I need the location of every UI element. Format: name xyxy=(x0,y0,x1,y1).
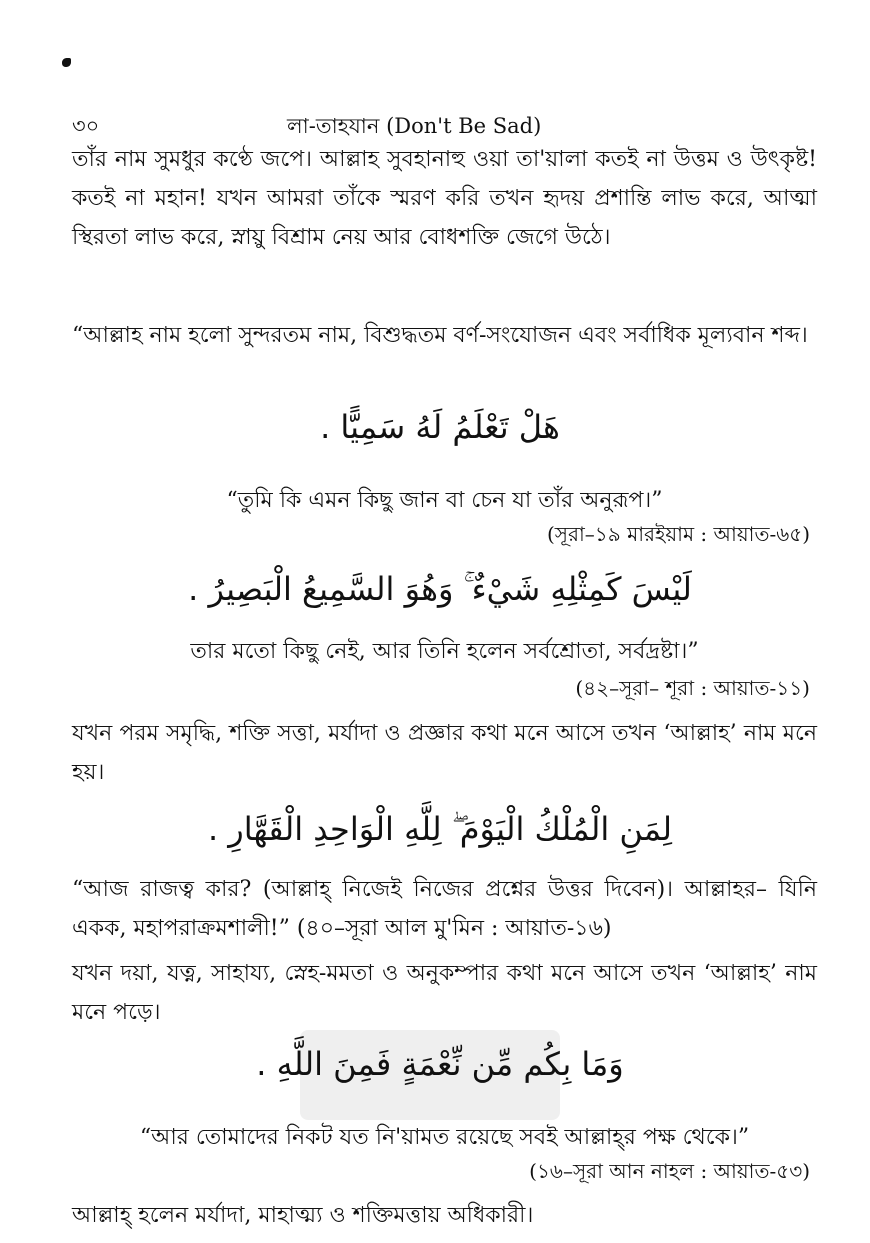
paragraph-kingdom: “আজ রাজত্ব কার? (আল্লাহ্ নিজেই নিজের প্রশ্নের উত্তর দিবেন)। আল্লাহর– যিনি একক, মহাপরাক্রমশালী!” (৪০–সূরা আল মু'মিন : আয়াত-১৬) xyxy=(72,877,817,941)
page-number: ৩০ xyxy=(72,114,100,138)
page-header xyxy=(72,110,812,140)
paragraph-closing: আল্লাহ্ হলেন মর্যাদা, মাহাত্ম্য ও শক্তিমত্তায় অধিকারী। xyxy=(72,1203,534,1228)
verse-4-reference: (১৬–সূরা আন নাহল : আয়াত-৫৩) xyxy=(529,1159,810,1183)
ink-spot xyxy=(62,58,71,67)
arabic-verse-1: هَلْ تَعْلَمُ لَهُ سَمِيًّا . xyxy=(320,408,560,446)
verse-1-translation: “তুমি কি এমন কিছু জান বা চেন যা তাঁর অনুরূপ।” xyxy=(226,488,663,513)
paragraph-intro: তাঁর নাম সুমধুর কণ্ঠে জপে। আল্লাহ সুবহানাহু ওয়া তা'য়ালা কতই না উত্তম ও উৎকৃষ্ট! কতই না মহান! যখন আমরা তাঁকে স্মরণ করি তখন হৃদয় প্রশান্তি লাভ করে, আত্মা স্থিরতা লাভ করে, স্নায়ু বিশ্রাম নেয় আর বোধশক্তি জেগে উঠে। xyxy=(72,147,817,250)
verse-1-reference: (সূরা–১৯ মারইয়াম : আয়াত-৬৫) xyxy=(546,522,810,546)
paragraph-majesty: যখন পরম সমৃদ্ধি, শক্তি সত্তা, মর্যাদা ও প্রজ্ঞার কথা মনে আসে তখন ‘আল্লাহ’ নাম মনে হয়। xyxy=(72,721,817,785)
verse-4-translation: “আর তোমাদের নিকট যত নি'য়ামত রয়েছে সবই আল্লাহ্‌র পক্ষ থেকে।” xyxy=(139,1125,750,1150)
paragraph-mercy: যখন দয়া, যত্ন, সাহায্য, স্নেহ-মমতা ও অনুকম্পার কথা মনে আসে তখন ‘আল্লাহ’ নাম মনে পড়ে। xyxy=(72,961,817,1025)
arabic-verse-3: لِمَنِ الْمُلْكُ الْيَوْمَ ۖ لِلَّهِ الْوَاحِدِ الْقَهَّارِ . xyxy=(207,810,673,848)
arabic-verse-4: وَمَا بِكُم مِّن نِّعْمَةٍ فَمِنَ اللَّهِ . xyxy=(256,1045,624,1083)
verse-2-translation: তার মতো কিছু নেই, আর তিনি হলেন সর্বশ্রোতা, সর্বদ্রষ্টা।” xyxy=(190,639,699,664)
verse-2-reference: (৪২–সূরা– শূরা : আয়াত-১১) xyxy=(575,676,810,700)
paragraph-allah-name: “আল্লাহ নাম হলো সুন্দরতম নাম, বিশুদ্ধতম বর্ণ-সংযোজন এবং সর্বাধিক মূল্যবান শব্দ। xyxy=(72,323,808,348)
running-title: লা-তাহযান (Don't Be Sad) xyxy=(287,114,542,138)
arabic-verse-2: لَيْسَ كَمِثْلِهِ شَيْءٌ ۚ وَهُوَ السَّمِيعُ الْبَصِيرُ . xyxy=(188,570,692,608)
